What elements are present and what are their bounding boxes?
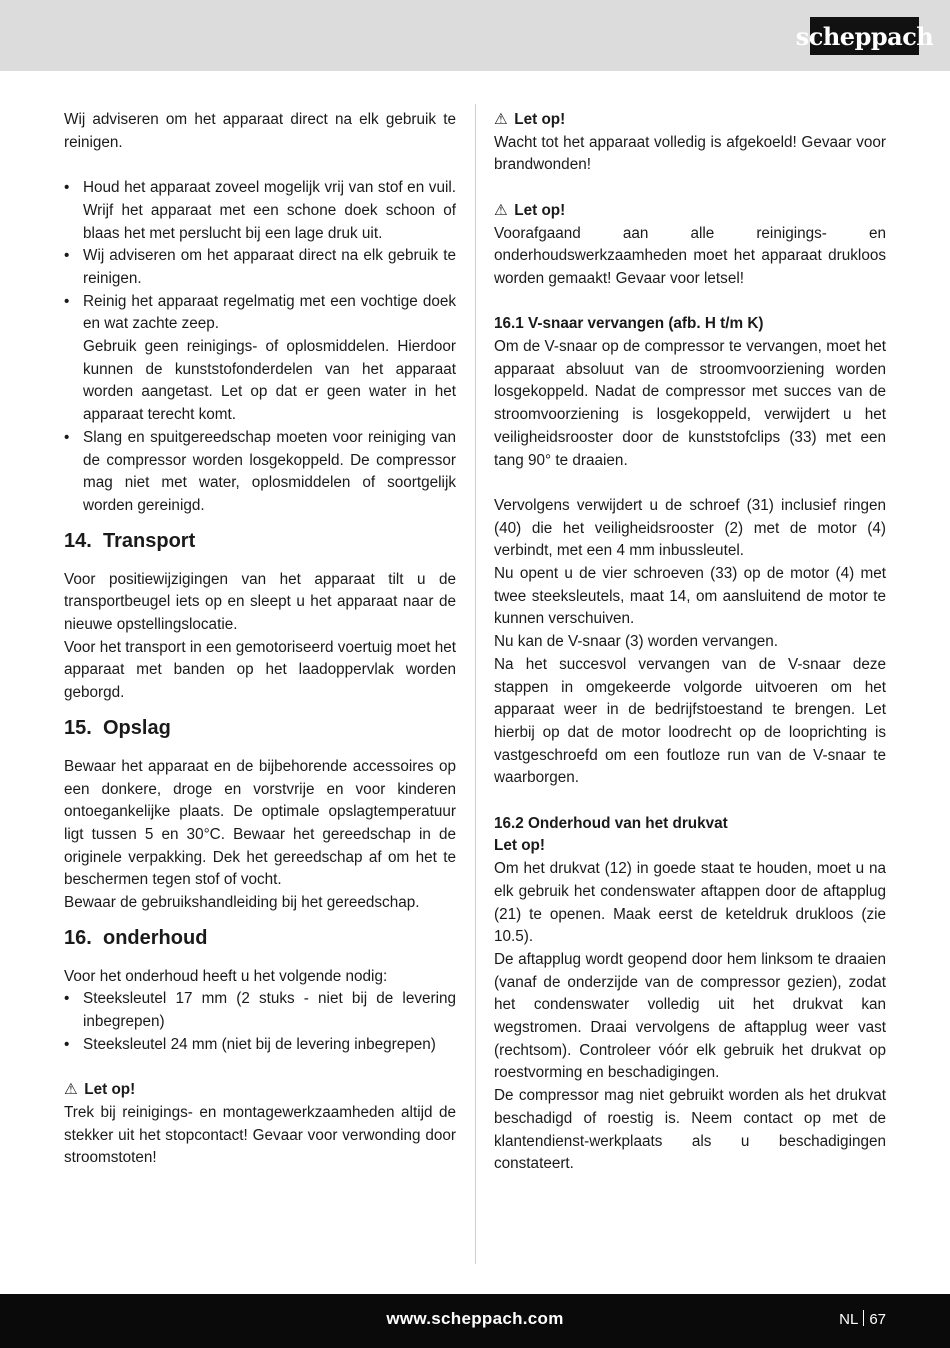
intro-paragraph: Wij adviseren om het apparaat direct na elk gebruik te reinigen. xyxy=(64,111,456,151)
page-number-value: 67 xyxy=(869,1311,886,1328)
list-item: • Steeksleutel 17 mm (2 stuks - niet bij de levering inbegrepen) xyxy=(64,988,456,1033)
vbelt-paragraph: Nu opent u de vier schroeven (33) op de motor (4) met twee steeksleutels, maat 14, om aansluitend de motor te kunnen verschuiven. xyxy=(494,565,886,628)
vessel-paragraph: De compressor mag niet gebruikt worden als het drukvat beschadigd of roestig is. Neem contact op met de klantendienst-werkplaats als u beschadigingen constateert. xyxy=(494,1087,886,1173)
warning-heading: Let op! xyxy=(494,837,545,855)
subsection-heading-vbelt: 16.1 V-snaar vervangen (afb. H t/m K) xyxy=(494,315,764,333)
language-code: NL xyxy=(839,1311,859,1328)
warning-heading: ⚠ Let op! xyxy=(64,1079,456,1102)
vessel-paragraph: Om het drukvat (12) in goede staat te houden, moet u na elk gebruik het condenswater aftappen door de aftapplug (21) te openen. Maak eerst de keteldruk drukloos (zie 10.5). xyxy=(494,860,886,946)
section-heading-maintenance: 16. onderhoud xyxy=(64,926,208,949)
list-item-extra: Gebruik geen reinigings- of oplosmiddelen. Hierdoor kunnen de kunststofonderdelen van het apparaat worden aangetast. Let op dat er geen water in het apparaat terecht komt. xyxy=(83,338,456,424)
warning-heading: ⚠ Let op! xyxy=(494,109,886,132)
tools-list xyxy=(64,988,456,1056)
section-heading-storage: 15. Opslag xyxy=(64,716,171,739)
warning-icon: ⚠ xyxy=(494,111,508,128)
transport-paragraph: Voor positiewijzigingen van het apparaat tilt u de transportbeugel iets op en sleept u het apparaat naar de nieuwe opstellingslocatie. xyxy=(64,570,456,634)
warning-text: Trek bij reinigings- en montagewerkzaamheden altijd de stekker uit het stopcontact! Gevaar voor verwonding door stroomstoten! xyxy=(64,1103,456,1167)
list-item: • Houd het apparaat zoveel mogelijk vrij van stof en vuil. Wrijf het apparaat met een schone doek schoon of blaas het met perslucht bij een lage druk uit. xyxy=(64,177,456,245)
vbelt-paragraph: Nu kan de V-snaar (3) worden vervangen. xyxy=(494,633,779,651)
footer-website-link[interactable]: www.scheppach.com xyxy=(386,1309,564,1328)
right-column xyxy=(494,109,886,1176)
section-heading-transport: 14. Transport xyxy=(64,529,196,552)
list-item: • Slang en spuitgereedschap moeten voor reiniging van de compressor worden losgekoppeld. De compressor mag niet met water, oplosmiddelen of soortgelijk worden gereinigd. xyxy=(64,427,456,518)
warning-text: Voorafgaand aan alle reinigings- en onderhoudswerkzaamheden moet het apparaat drukloos worden gemaakt! Gevaar voor letsel! xyxy=(494,224,886,287)
vbelt-paragraph: Om de V-snaar op de compressor te vervangen, moet het apparaat absoluut van de stroomvoorziening worden losgekoppeld. Nadat de compressor met succes van de stroomvoorziening is losgekoppeld, verwijdert u het veiligheidsrooster door de kunststofclips (33) met een tang 90° te draaien. xyxy=(494,338,886,469)
subsection-heading-pressure-vessel: 16.2 Onderhoud van het drukvat xyxy=(494,814,728,832)
list-item-text: Reinig het apparaat regelmatig met een vochtige doek en wat zachte zeep. xyxy=(83,292,456,333)
warning-text: Wacht tot het apparaat volledig is afgekoeld! Gevaar voor brandwonden! xyxy=(494,133,886,174)
warning-heading: ⚠ Let op! xyxy=(494,200,886,223)
vbelt-paragraph: Na het succesvol vervangen van de V-snaar deze stappen in omgekeerde volgorde uitvoeren om het apparaat weer in de bedrijfstoestand te brengen. Let hierbij op dat de motor loodrecht op de looprichting is vastgeschroefd om een foutloze run van de V-snaar te waarborgen. xyxy=(494,655,886,787)
vbelt-paragraph: Vervolgens verwijdert u de schroef (31) inclusief ringen (40) die het veiligheidsrooster (2) met de motor (4) verbindt, met een 4 mm inbussleutel. xyxy=(494,496,886,560)
page-number xyxy=(839,1310,886,1328)
left-column xyxy=(64,109,456,1170)
maintenance-intro: Voor het onderhoud heeft u het volgende nodig: xyxy=(64,967,388,985)
brand-logo: scheppach xyxy=(810,17,919,55)
list-item: • Wij adviseren om het apparaat direct na elk gebruik te reinigen. xyxy=(64,245,456,290)
warning-icon: ⚠ xyxy=(494,201,508,219)
cleaning-list xyxy=(64,177,456,518)
page-footer xyxy=(0,1294,950,1348)
list-item xyxy=(64,291,456,427)
page-header xyxy=(0,0,950,71)
warning-icon: ⚠ xyxy=(64,1081,78,1099)
column-divider xyxy=(475,104,476,1264)
storage-paragraph: Bewaar het apparaat en de bijbehorende accessoires op een donkere, droge en vorstvrije en voor kinderen ontoegankelijke plaats. De optimale opslagtemperatuur ligt tussen 5 en 30°C. Bewaar het gereedschap in de originele verpakking. Dek het gereedschap af om het te beschermen tegen stof of vocht. xyxy=(64,757,456,889)
storage-paragraph: Bewaar de gebruikshandleiding bij het gereedschap. xyxy=(64,894,420,912)
transport-paragraph: Voor het transport in een gemotoriseerd voertuig moet het apparaat met banden op het laadoppervlak worden geborgd. xyxy=(64,638,456,702)
vessel-paragraph: De aftapplug wordt geopend door hem linksom te draaien (vanaf de onderzijde van de compressor gezien), zodat het condenswater volledig uit het drukvat kan wegstromen. Draai vervolgens de aftapplug weer vast (rechtsom). Controleer vóór elk gebruik het drukvat op roestvorming en beschadigingen. xyxy=(494,950,886,1082)
list-item: • Steeksleutel 24 mm (niet bij de levering inbegrepen) xyxy=(64,1034,456,1057)
